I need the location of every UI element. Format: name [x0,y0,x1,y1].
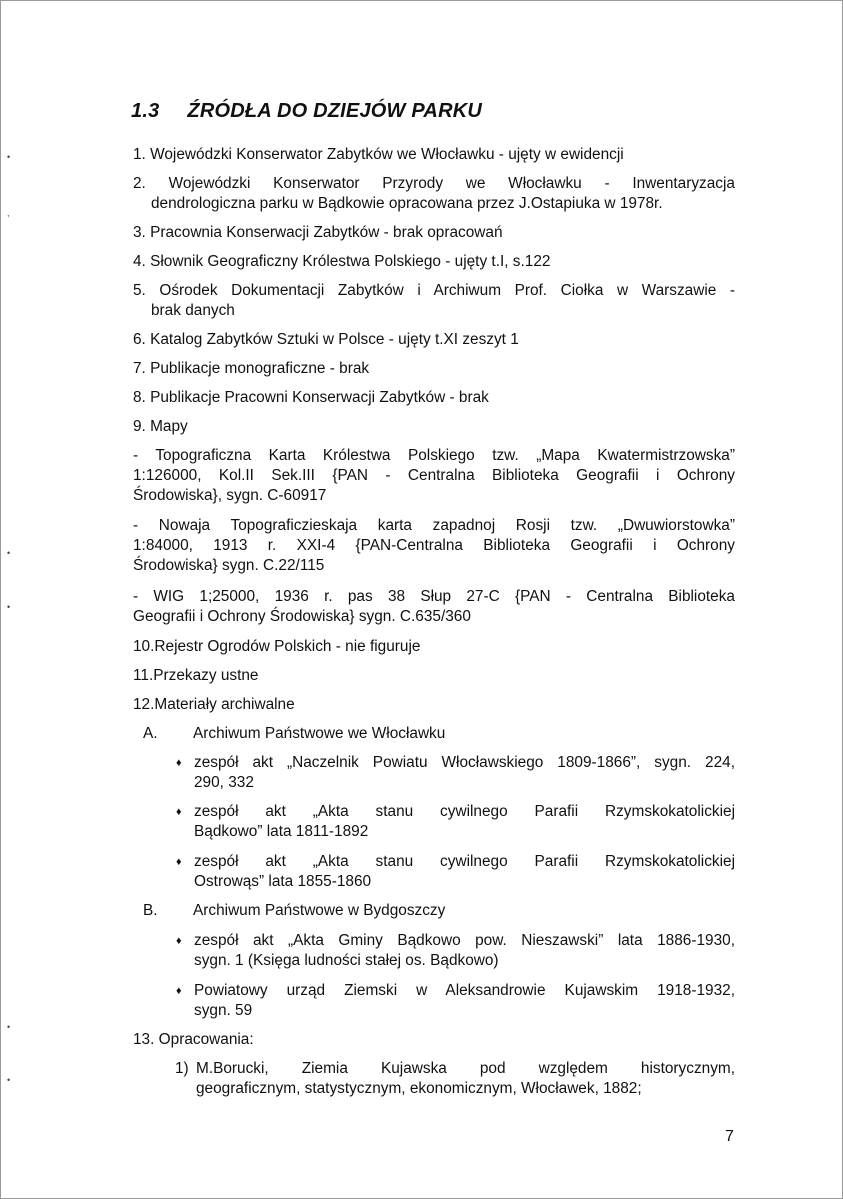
list-item-2: 2. Wojewódzki Konserwator Przyrody we Włocławku - Inwentaryzacja [133,175,735,192]
archive-b-entry-1-cont: sygn. 1 (Księga ludności stałej os. Bądkowo) [194,952,499,969]
margin-speck: , [7,208,10,218]
archive-a-label: A. [143,725,158,742]
map-entry-2: - Nowaja Topograficzieskaja karta zapadnoj Rosji tzw. „Dwuwiorstowka” [133,517,735,534]
archive-b-entry-1: zespół akt „Akta Gminy Bądkowo pow. Nieszawski” lata 1886-1930, [194,932,735,949]
page-number: 7 [725,1128,734,1145]
archive-a-entry-1: zespół akt „Naczelnik Powiatu Włocławskiego 1809-1866”, sygn. 224, [194,754,735,771]
list-item-1: 1. Wojewódzki Konserwator Zabytków we Włocławku - ujęty w ewidencji [133,146,624,163]
archive-a-entry-2: zespół akt „Akta stanu cywilnego Parafii Rzymskokatolickiej [194,803,735,820]
archive-a-title: Archiwum Państwowe we Włocławku [193,725,446,742]
list-item-9: 9. Mapy [133,418,188,435]
list-item-7: 7. Publikacje monograficzne - brak [133,360,370,377]
list-item-8: 8. Publikacje Pracowni Konserwacji Zabytków - brak [133,389,489,406]
map-entry-1-end: Środowiska}, sygn. C-60917 [133,487,327,504]
list-item-5-cont: brak danych [151,302,235,319]
study-entry-1: M.Borucki, Ziemia Kujawska pod względem historycznym, [196,1060,735,1077]
list-item-12: 12.Materiały archiwalne [133,696,295,713]
margin-speck: • [7,548,11,558]
archive-b-title: Archiwum Państwowe w Bydgoszczy [193,902,446,919]
margin-speck: • [7,602,11,612]
list-item-4: 4. Słownik Geograficzny Królestwa Polskiego - ujęty t.I, s.122 [133,253,551,270]
archive-a-entry-1-cont: 290, 332 [194,774,254,791]
map-entry-1-cont: 1:126000, Kol.II Sek.III {PAN - Centralna Biblioteka Geografii i Ochrony [133,467,735,484]
list-item-10: 10.Rejestr Ogrodów Polskich - nie figuruje [133,638,421,655]
list-item-6: 6. Katalog Zabytków Sztuki w Polsce - ujęty t.XI zeszyt 1 [133,331,519,348]
archive-b-label: B. [143,902,158,919]
map-entry-2-cont: 1:84000, 1913 r. XXI-4 {PAN-Centralna Biblioteka Geografii i Ochrony [133,537,735,554]
archive-a-entry-3: zespół akt „Akta stanu cywilnego Parafii Rzymskokatolickiej [194,853,735,870]
list-item-3: 3. Pracownia Konserwacji Zabytków - brak opracowań [133,224,503,241]
diamond-bullet-icon: ♦ [176,856,182,868]
study-entry-1-cont: geograficznym, statystycznym, ekonomicznym, Włocławek, 1882; [196,1080,642,1097]
list-item-13: 13. Opracowania: [133,1031,254,1048]
archive-a-entry-3-cont: Ostrowąs” lata 1855-1860 [194,873,372,890]
list-item-11: 11.Przekazy ustne [133,667,259,684]
archive-b-entry-2: Powiatowy urząd Ziemski w Aleksandrowie Kujawskim 1918-1932, [194,982,735,999]
section-number: 1.3 [131,100,160,122]
study-entry-1-label: 1) [175,1060,189,1077]
diamond-bullet-icon: ♦ [176,757,182,769]
margin-speck: • [7,152,11,162]
archive-b-entry-2-cont: sygn. 59 [194,1002,253,1019]
section-heading [131,100,482,123]
map-entry-3-cont: Geografii i Ochrony Środowiska} sygn. C.635/360 [133,608,471,625]
map-entry-1: - Topograficzna Karta Królestwa Polskiego tzw. „Mapa Kwatermistrzowska” [133,447,735,464]
diamond-bullet-icon: ♦ [176,806,182,818]
map-entry-2-end: Środowiska} sygn. C.22/115 [133,557,325,574]
map-entry-3: - WIG 1;25000, 1936 r. pas 38 Słup 27-C {PAN - Centralna Biblioteka [133,588,735,605]
diamond-bullet-icon: ♦ [176,985,182,997]
list-item-5: 5. Ośrodek Dokumentacji Zabytków i Archiwum Prof. Ciołka w Warszawie - [133,282,735,299]
diamond-bullet-icon: ♦ [176,935,182,947]
margin-speck: • [7,1022,11,1032]
section-title: ŹRÓDŁA DO DZIEJÓW PARKU [187,100,482,122]
list-item-2-cont: dendrologiczna parku w Bądkowie opracowana przez J.Ostapiuka w 1978r. [151,195,663,212]
archive-a-entry-2-cont: Bądkowo” lata 1811-1892 [194,823,369,840]
margin-speck: • [7,1075,11,1085]
